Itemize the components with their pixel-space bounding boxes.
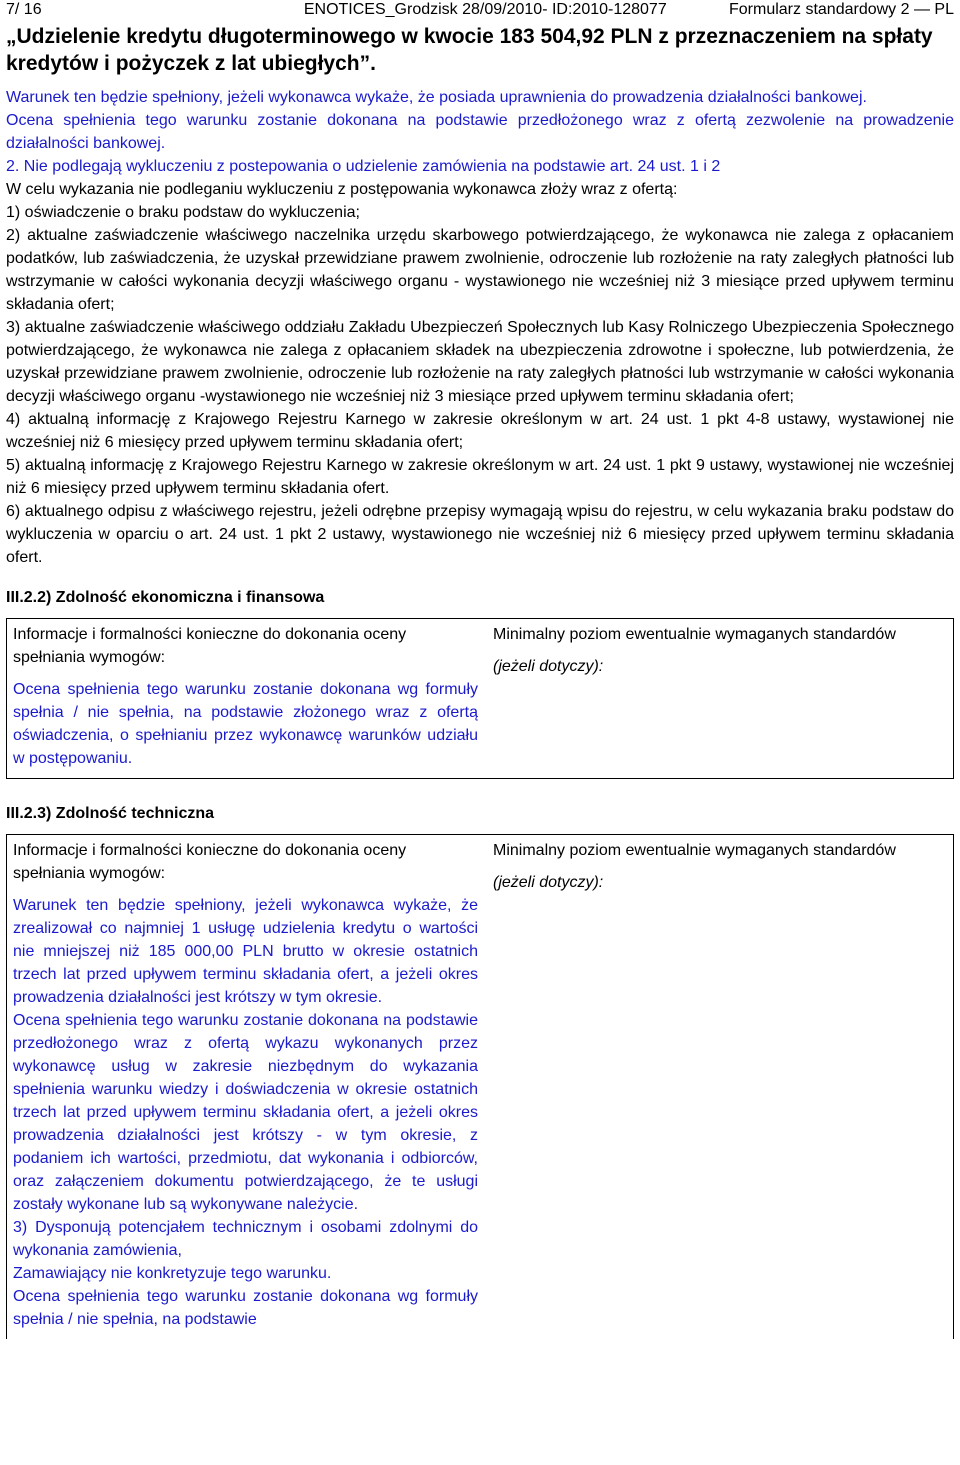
tech-left-fill — [13, 894, 478, 1331]
econ-left-column — [7, 619, 483, 778]
econ-box — [6, 618, 954, 779]
tech-box — [6, 834, 954, 1339]
section-heading-econ: III.2.2) Zdolność ekonomiczna i finansowa — [6, 589, 325, 606]
econ-right-label: Minimalny poziom ewentualnie wymaganych standardów — [493, 626, 896, 643]
econ-left-fill: Ocena spełnienia tego warunku zostanie dokonana wg formuły spełnia / nie spełnia, na podstawie złożonego wraz z ofertą oświadczenia, o spełnianiu przez wykonawcę warunków udziału w postępowaniu. — [13, 681, 478, 767]
tech-right-label: Minimalny poziom ewentualnie wymaganych standardów — [493, 842, 896, 859]
tech-fill-paragraph: Zamawiający nie konkretyzuje tego warunku. — [13, 1265, 332, 1282]
blue-conditions-block — [6, 86, 954, 178]
econ-left-label: Informacje i formalności konieczne do dokonania oceny spełniania wymogów: — [13, 626, 407, 666]
body-paragraph: 1) oświadczenie o braku podstaw do wykluczenia; — [6, 204, 360, 221]
tech-left-column — [7, 835, 483, 1339]
notice-id: ENOTICES_Grodzisk 28/09/2010- ID:2010-128077 — [303, 1, 667, 18]
tech-left-label: Informacje i formalności konieczne do dokonania oceny spełniania wymogów: — [13, 842, 407, 882]
page-number: 7/ 16 — [6, 1, 42, 18]
body-paragraph: 5) aktualną informację z Krajowego Rejestru Karnego w zakresie określonym w art. 24 ust. 1 pkt 9 ustawy, wystawionej nie wcześniej niż 6 miesięcy przed upływem terminu składania ofert. — [6, 457, 954, 497]
body-paragraph: 4) aktualną informację z Krajowego Rejestru Karnego w zakresie określonym w art. 24 ust. 1 pkt 4-8 ustawy, wystawionej nie wcześniej niż 6 miesięcy przed upływem terminu składania ofert; — [6, 411, 954, 451]
tech-right-column — [483, 835, 953, 1339]
body-paragraph: 3) aktualne zaświadczenie właściwego oddziału Zakładu Ubezpieczeń Społecznych lub Kasy Rolniczego Ubezpieczenia Społecznego potwierdzającego, że wykonawca nie zalega z opłacaniem składek na ubezpieczenia zdrowotne i społeczne, lub potwierdzenia, że uzyskał przewidziane prawem zwolnienie, odroczenie lub rozłożenie na raty zaległych płatności lub wstrzymanie w całości wykonania decyzji właściwego organu -wystawionego nie wcześniej niż 3 miesiące przed upływem terminu składania ofert; — [6, 319, 954, 405]
blue-paragraph: Warunek ten będzie spełniony, jeżeli wykonawca wykaże, że posiada uprawnienia do prowadzenia działalności bankowej. — [6, 89, 867, 106]
page-header — [6, 0, 954, 20]
section-heading-tech: III.2.3) Zdolność techniczna — [6, 805, 215, 822]
tech-right-hint: (jeżeli dotyczy): — [493, 874, 604, 891]
blue-paragraph: 2. Nie podlegają wykluczeniu z postepowania o udzielenie zamówienia na podstawie art. 24 ust. 1 i 2 — [6, 158, 721, 175]
tech-fill-paragraph: Ocena spełnienia tego warunku zostanie dokonana na podstawie przedłożonego wraz z ofertą wykazu wykonanych przez wykonawcę usług w zakresie niezbędnym do wykazania spełnienia warunku wiedzy i doświadczenia w okresie ostatnich trzech lat przed upływem terminu składania ofert, a jeżeli okres prowadzenia działalności jest krótszy - w tym okresie, z podaniem ich wartości, przedmiotu, dat wykonania i odbiorców, oraz załączeniem dokumentu potwierdzającego, że te usługi zostały wykonane lub są wykonywane należycie. — [13, 1012, 478, 1213]
tech-fill-paragraph: 3) Dysponują potencjałem technicznym i osobami zdolnymi do wykonania zamówienia, — [13, 1219, 478, 1259]
econ-right-hint: (jeżeli dotyczy): — [493, 658, 604, 675]
body-paragraph: 2) aktualne zaświadczenie właściwego naczelnika urzędu skarbowego potwierdzającego, że wykonawca nie zalega z opłacaniem podatków, lub zaświadczenia, że uzyskał przewidziane prawem zwolnienie, odroczenie lub rozłożenie na raty zaległych płatności lub wstrzymanie w całości wykonania decyzji właściwego organu - wystawionego nie wcześniej niż 3 miesiące przed upływem terminu składania ofert; — [6, 227, 954, 313]
tech-fill-paragraph: Warunek ten będzie spełniony, jeżeli wykonawca wykaże, że zrealizował co najmniej 1 usługę udzielenia kredytu o wartości nie mniejszej niż 185 000,00 PLN brutto w okresie ostatnich trzech lat przed upływem terminu składania ofert, a jeżeli okres prowadzenia działalności jest krótszy w tym okresie. — [13, 897, 478, 1006]
body-paragraph: W celu wykazania nie podleganiu wykluczeniu z postępowania wykonawca złoży wraz z ofertą: — [6, 181, 678, 198]
blue-paragraph: Ocena spełnienia tego warunku zostanie dokonana na podstawie przedłożonego wraz z ofertą zezwolenie na prowadzenie działalności bankowej. — [6, 112, 954, 152]
body-paragraph: 6) aktualnego odpisu z właściwego rejestru, jeżeli odrębne przepisy wymagają wpisu do rejestru, w celu wykazania braku podstaw do wykluczenia w oparciu o art. 24 ust. 1 pkt 2 ustawy, wystawionego nie wcześniej niż 6 miesięcy przed upływem terminu składania ofert. — [6, 503, 954, 566]
tech-fill-paragraph: Ocena spełnienia tego warunku zostanie dokonana wg formuły spełnia / nie spełnia, na podstawie — [13, 1288, 478, 1328]
form-name: Formularz standardowy 2 — PL — [729, 1, 954, 18]
exclusion-documents-block — [6, 178, 954, 569]
document-title: „Udzielenie kredytu długoterminowego w kwocie 183 504,92 PLN z przeznaczeniem na spłaty kredytów i pożyczek z lat ubiegłych”. — [6, 25, 933, 75]
econ-right-column — [483, 619, 953, 778]
